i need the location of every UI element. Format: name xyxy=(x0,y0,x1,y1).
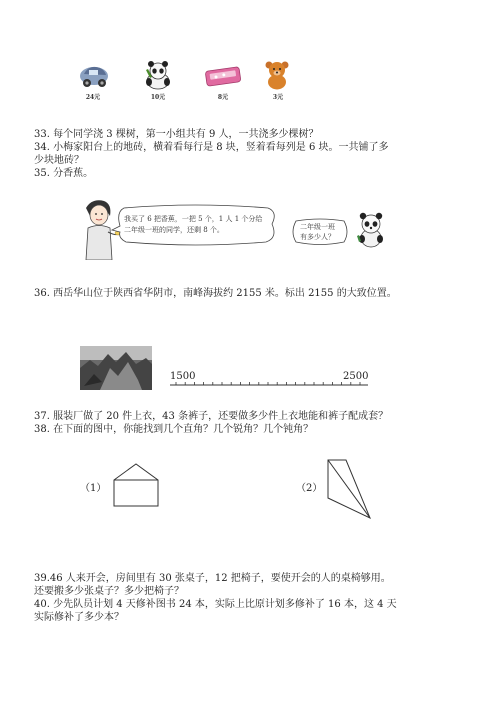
question-33: 33. 每个同学浇 3 棵树，第一小组共有 9 人，一共浇多少棵树？ xyxy=(34,129,319,140)
panda-bubble xyxy=(288,218,352,246)
teddy-bear-icon xyxy=(262,60,292,90)
number-line xyxy=(170,380,370,390)
huashan-photo xyxy=(80,346,152,390)
toy-price-bear: 3元 xyxy=(272,94,284,101)
question-37: 37. 服装厂做了 20 件上衣，43 条裤子，还要做多少件上衣地能和裤子配成套？ xyxy=(34,411,389,422)
figure-label-1: （1） xyxy=(80,483,107,494)
toy-panda xyxy=(142,60,174,90)
question-34-line2: 少块地砖？ xyxy=(34,155,84,166)
figure-2-quadrilateral xyxy=(324,458,374,520)
question-40-line2: 实际修补了多少本？ xyxy=(34,612,124,623)
panda-icon xyxy=(142,60,174,90)
figure-label-2: （2） xyxy=(296,483,323,494)
panda-bubble-line2: 有多少人？ xyxy=(300,233,335,241)
question-38: 38. 在下面的图中，你能找到几个直角？几个锐角？几个钝角？ xyxy=(34,424,314,435)
toy-car xyxy=(78,62,110,90)
toy-bear xyxy=(262,60,292,90)
question-40-line1: 40. 少先队员计划 4 天修补图书 24 本，实际上比原计划多修补了 16 本，这 4 天 xyxy=(34,599,397,610)
figure-1-house-shape xyxy=(110,462,162,508)
question-34-line1: 34. 小梅家阳台上的地砖，横着看每行是 8 块，竖着看每列是 6 块。一共铺了多 xyxy=(34,142,389,153)
panda-character xyxy=(356,212,386,248)
question-39-line2: 还要搬多少张桌子？多少把椅子？ xyxy=(34,586,184,597)
toy-pencil-case xyxy=(204,64,242,88)
number-line-ticks xyxy=(176,382,360,385)
panda-character-icon xyxy=(356,212,386,248)
panda-bubble-line1: 二年级一班 xyxy=(300,223,335,231)
question-35: 35. 分香蕉。 xyxy=(34,168,94,179)
toy-price-car: 24元 xyxy=(85,94,101,101)
question-39-line1: 39.46 人来开会，房间里有 30 张桌子，12 把椅子，要使开会的人的桌椅够用。 xyxy=(34,573,391,584)
toy-price-pencil-case: 8元 xyxy=(217,94,229,101)
number-line-end-label: 2500 xyxy=(343,371,369,382)
mountain-photo-icon xyxy=(80,346,152,390)
bubble-text-line2: 二年级一班的同学，还剩 8 个。 xyxy=(124,226,224,234)
question-36: 36. 西岳华山位于陕西省华阴市，南峰海拔约 2155 米。标出 2155 的大致位置。 xyxy=(34,288,397,299)
toy-price-panda: 10元 xyxy=(150,94,166,101)
bubble-text-line1: 我买了 6 把香蕉，一把 5 个，1 人 1 个分给 xyxy=(124,215,263,223)
car-icon xyxy=(78,62,110,90)
pencil-case-icon xyxy=(204,64,242,88)
speech-bubble xyxy=(110,204,280,246)
number-line-start-label: 1500 xyxy=(170,371,196,382)
